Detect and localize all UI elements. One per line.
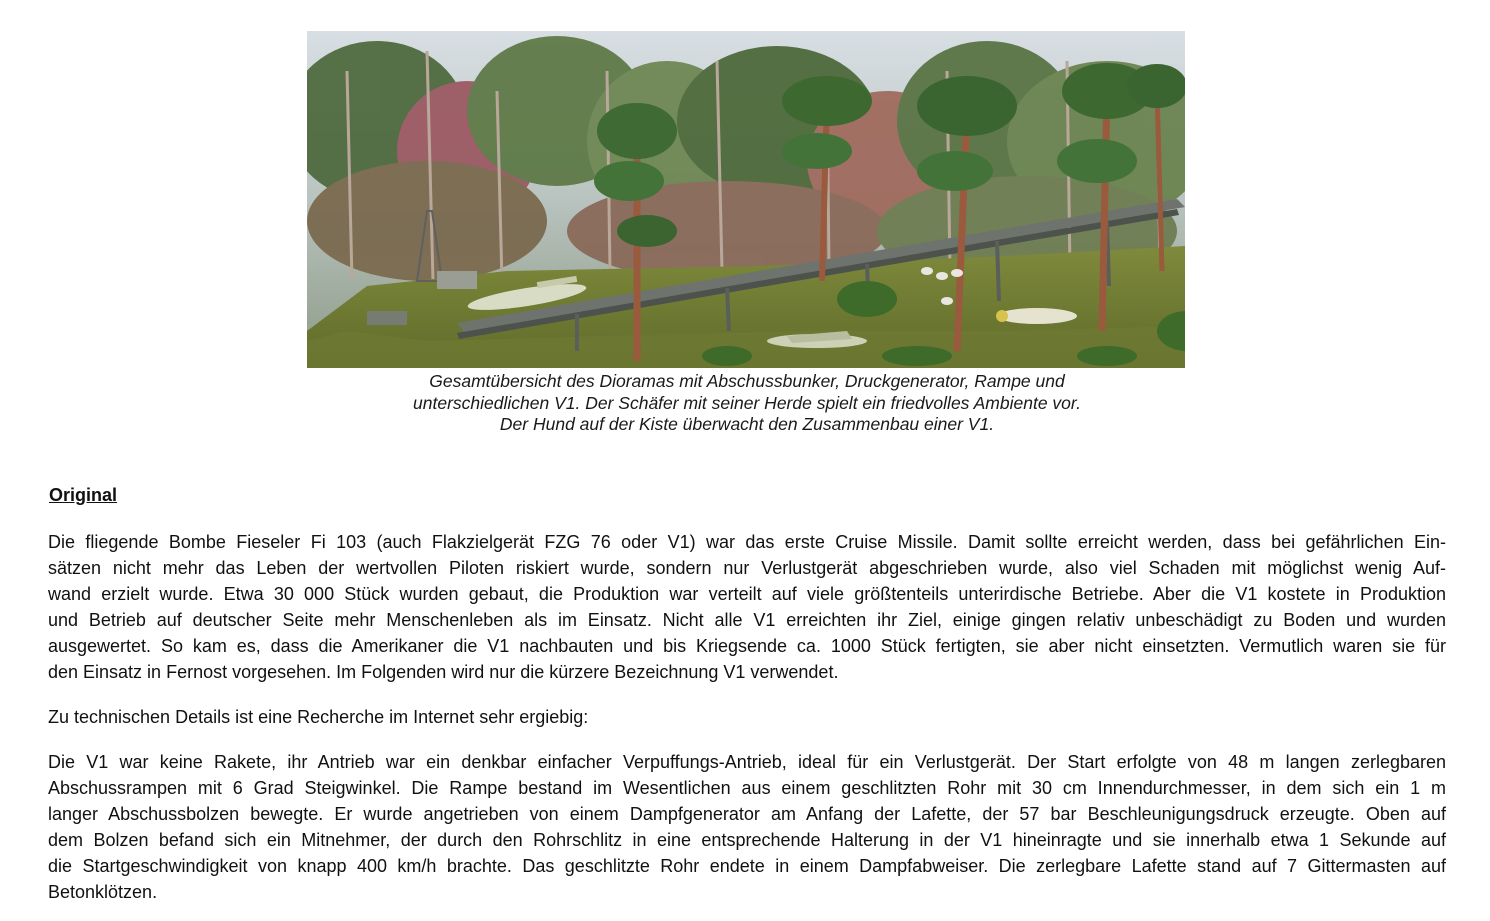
paragraph-line: Abschussrampen mit 6 Grad Steigwinkel. Die Rampe bestand im Wesentlichen aus einem geschlitzten Rohr mit 30 cm Innendurchmesser, in dem sich ein 1 m <box>48 778 1446 798</box>
paragraph-original <box>48 529 1446 685</box>
paragraph-line: Zu technischen Details ist eine Recherche im Internet sehr ergiebig: <box>48 707 589 727</box>
paragraph-line: dem Bolzen befand sich ein Mitnehmer, der durch den Rohrschlitz in eine entsprechende Halterung in der V1 hineinragte und sie innerhalb etwa 1 Sekunde auf <box>48 830 1446 850</box>
paragraph-line: ausgewertet. So kam es, dass die Amerikaner die V1 nachbauten und bis Kriegsende ca. 1000 Stück fertigten, sie aber nicht einsetzten. Vermutlich waren sie für <box>48 636 1446 656</box>
diorama-photo <box>307 31 1185 368</box>
paragraph-line: Die fliegende Bombe Fieseler Fi 103 (auch Flakzielgerät FZG 76 oder V1) war das erste Cruise Missile. Damit sollte erreicht werden, dass bei gefährlichen Ein- <box>48 532 1446 552</box>
caption-line: Gesamtübersicht des Dioramas mit Abschussbunker, Druckgenerator, Rampe und <box>429 371 1065 391</box>
paragraph-line: und Betrieb auf deutscher Seite mehr Menschenleben als im Einsatz. Nicht alle V1 erreichten ihr Ziel, einige gingen relativ unbeschädigt zu Boden und wurden <box>48 610 1446 630</box>
paragraph-line: sätzen nicht mehr das Leben der wertvollen Piloten riskiert wurde, sondern nur Verlustgerät abgeschrieben wurde, also viel Schaden mit möglichst wenig Auf- <box>48 558 1446 578</box>
paragraph-line: wand erzielt wurde. Etwa 30 000 Stück wurden gebaut, die Produktion war verteilt auf viele größtenteils unterirdische Betriebe. Aber die V1 kostete in Produktion <box>48 584 1446 604</box>
caption-line: Der Hund auf der Kiste überwacht den Zusammenbau einer V1. <box>499 414 995 434</box>
paragraph-line: Die V1 war keine Rakete, ihr Antrieb war ein denkbar einfacher Verpuffungs-Antrieb, ideal für ein Verlustgerät. Der Start erfolgte von 48 m langen zerlegbaren <box>48 752 1446 772</box>
caption-line: unterschiedlichen V1. Der Schäfer mit seiner Herde spielt ein friedvolles Ambiente vor. <box>413 392 1081 413</box>
paragraph-line: die Startgeschwindigkeit von knapp 400 km/h brachte. Das geschlitzte Rohr endete in einem Dampfabweiser. Die zerlegbare Lafette stand auf 7 Gittermasten auf <box>48 856 1446 876</box>
photo-caption <box>300 371 1194 436</box>
paragraph-line: Betonklötzen. <box>48 882 158 902</box>
paragraph-technical <box>48 749 1446 905</box>
section-heading: Original <box>49 485 118 505</box>
paragraph-line: langer Abschussbolzen bewegte. Er wurde angetrieben von einem Dampfgenerator am Anfang der Lafette, der 57 bar Beschleunigungsdruck erzeugte. Oben auf <box>48 804 1446 824</box>
paragraph-research <box>48 704 1446 730</box>
paragraph-line: den Einsatz in Fernost vorgesehen. Im Folgenden wird nur die kürzere Bezeichnung V1 verwendet. <box>48 662 839 682</box>
